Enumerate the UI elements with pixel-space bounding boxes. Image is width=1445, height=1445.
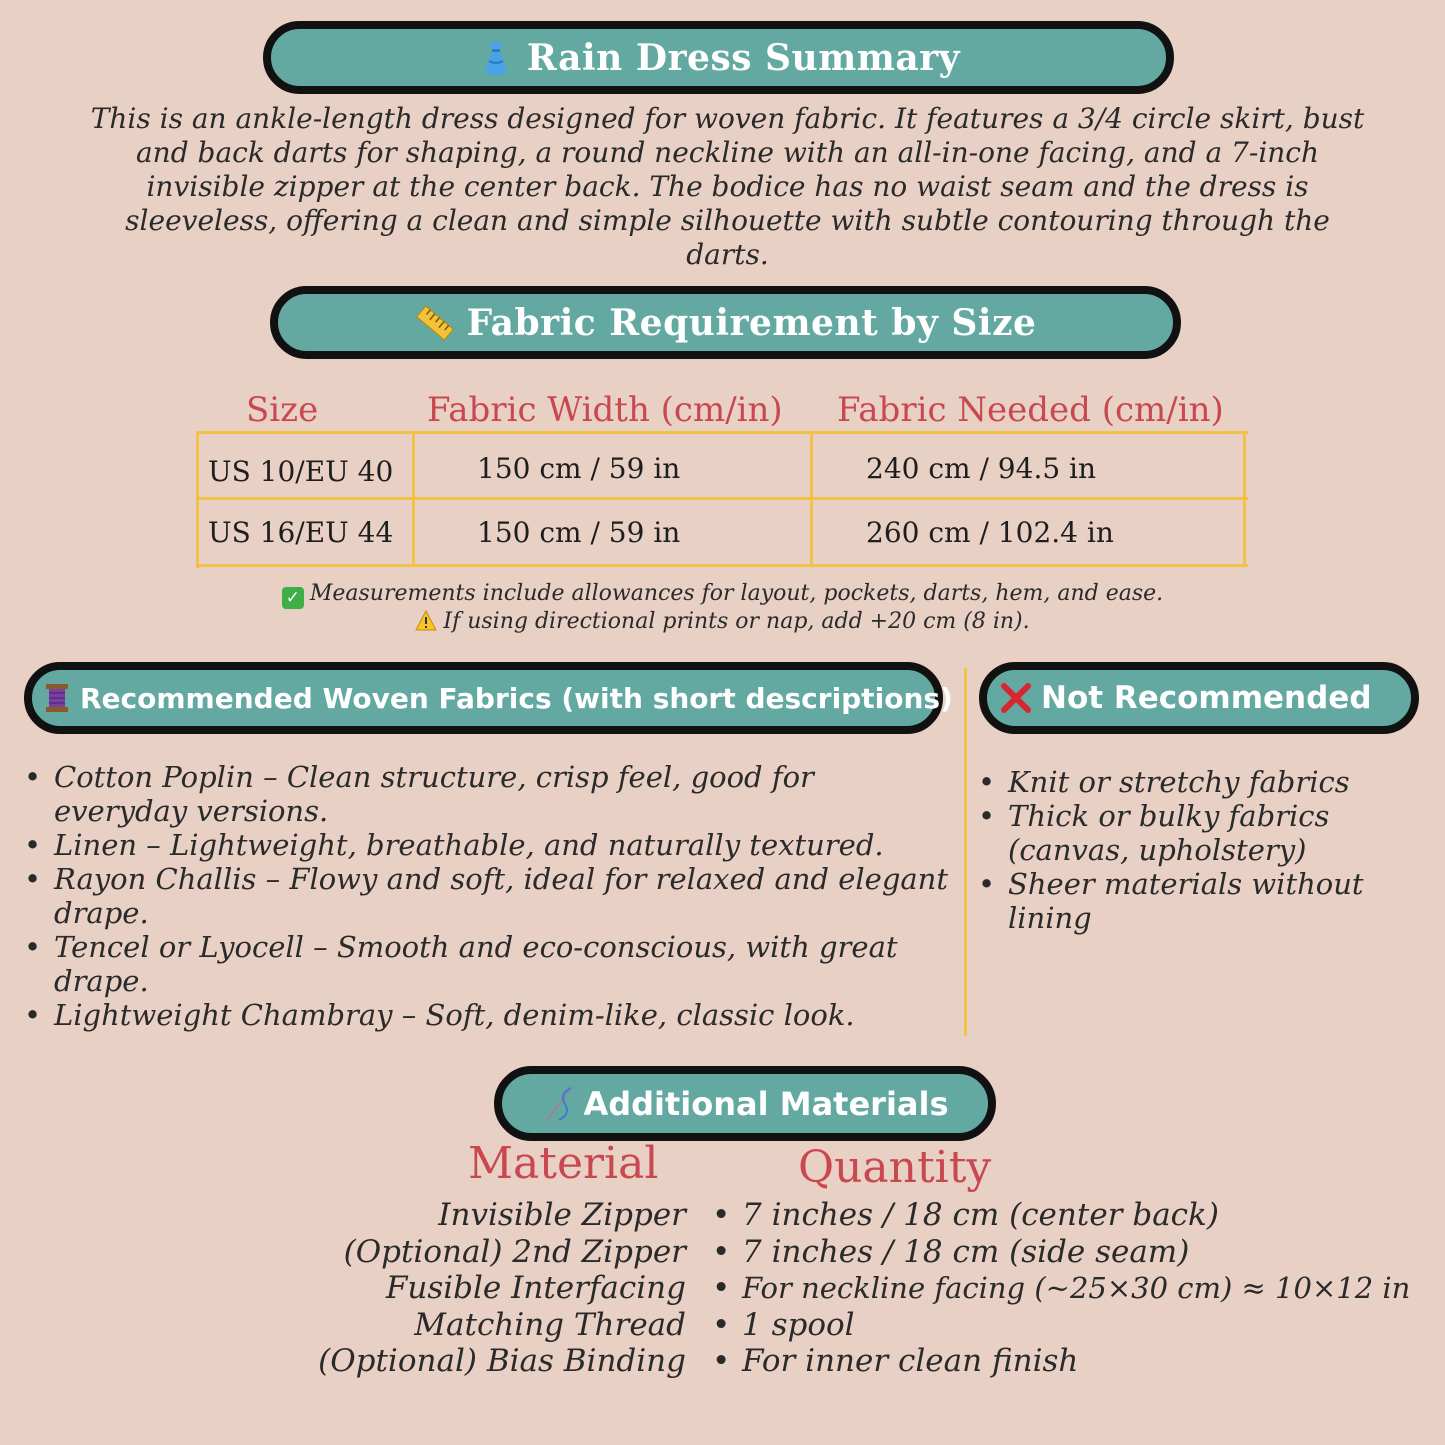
table-header-size: Size (246, 390, 319, 430)
list-item: • Knit or stretchy fabrics (978, 765, 1378, 799)
column-divider (964, 668, 967, 1036)
summary-title: Rain Dress Summary (526, 36, 961, 79)
materials-title: Additional Materials (583, 1084, 949, 1123)
material-name: Invisible Zipper (438, 1197, 686, 1233)
table-cell: 240 cm / 94.5 in (866, 452, 1097, 485)
thread-spool-icon (40, 681, 74, 715)
fabric-title: Fabric Requirement by Size (466, 301, 1037, 344)
table-cell: 150 cm / 59 in (477, 452, 681, 485)
material-quantity: • 7 inches / 18 cm (side seam) (712, 1234, 1190, 1270)
fabric-title-banner (270, 286, 1181, 359)
note-allowances: ✓ Measurements include allowances for layout, pockets, darts, hem, and ease. (0, 581, 1445, 609)
table-line (810, 431, 813, 567)
table-cell: US 10/EU 40 (208, 455, 394, 488)
list-item: • Sheer materials without lining (978, 867, 1378, 935)
table-header-needed: Fabric Needed (cm/in) (837, 390, 1224, 430)
cross-mark-icon (999, 681, 1033, 715)
not-recommended-title: Not Recommended (1041, 680, 1372, 716)
material-name: Fusible Interfacing (385, 1270, 686, 1306)
table-header-width: Fabric Width (cm/in) (427, 390, 783, 430)
recommended-title-banner (24, 662, 953, 734)
materials-title-banner (494, 1066, 996, 1141)
ruler-icon (415, 303, 455, 343)
table-line (196, 497, 1248, 500)
fabric-table (196, 431, 1248, 568)
summary-title-banner (263, 21, 1174, 94)
materials-header-quantity: Quantity (798, 1142, 992, 1193)
table-line (196, 431, 1248, 434)
table-line (412, 431, 415, 567)
material-name: (Optional) Bias Binding (318, 1343, 686, 1379)
material-quantity: • 7 inches / 18 cm (center back) (712, 1197, 1219, 1233)
material-name: (Optional) 2nd Zipper (343, 1234, 686, 1270)
list-item: • Cotton Poplin – Clean structure, crisp feel, good for everyday versions. (24, 760, 949, 828)
not-recommended-list (978, 765, 1378, 935)
dress-icon (477, 39, 515, 77)
needle-icon (541, 1084, 577, 1124)
table-line (196, 431, 199, 568)
list-item: • Thick or bulky fabrics (canvas, upholstery) (978, 799, 1378, 867)
table-line (1243, 431, 1246, 567)
table-cell: 150 cm / 59 in (477, 516, 681, 549)
table-line (196, 564, 1248, 567)
not-recommended-title-banner (979, 662, 1419, 734)
note-directional: If using directional prints or nap, add +20 cm (8 in). (0, 609, 1445, 637)
list-item: • Lightweight Chambray – Soft, denim-like, classic look. (24, 998, 949, 1032)
check-mark-icon: ✓ (282, 587, 304, 609)
warning-icon (415, 610, 437, 637)
recommended-title: Recommended Woven Fabrics (with short descriptions) (80, 681, 953, 715)
material-quantity: • 1 spool (712, 1307, 855, 1343)
table-cell: US 16/EU 44 (208, 516, 394, 549)
materials-header-material: Material (468, 1138, 659, 1189)
table-cell: 260 cm / 102.4 in (866, 516, 1114, 549)
material-quantity: • For neckline facing (~25×30 cm) ≈ 10×12 in (712, 1270, 1411, 1306)
list-item: • Tencel or Lyocell – Smooth and eco-conscious, with great drape. (24, 930, 949, 998)
summary-paragraph: This is an ankle-length dress designed for woven fabric. It features a 3/4 circle skirt, bust and back darts for shaping, a round neckline with an all-in-one facing, and a 7-inch invisible zipper at the center back. The bodice has no waist seam and the dress is sleeveless, offering a clean and simple silhouette with subtle contouring through the darts. (90, 102, 1365, 271)
material-name: Matching Thread (414, 1307, 686, 1343)
material-quantity: • For inner clean finish (712, 1343, 1079, 1379)
list-item: • Linen – Lightweight, breathable, and naturally textured. (24, 828, 949, 862)
recommended-list (24, 760, 949, 1032)
list-item: • Rayon Challis – Flowy and soft, ideal for relaxed and elegant drape. (24, 862, 949, 930)
